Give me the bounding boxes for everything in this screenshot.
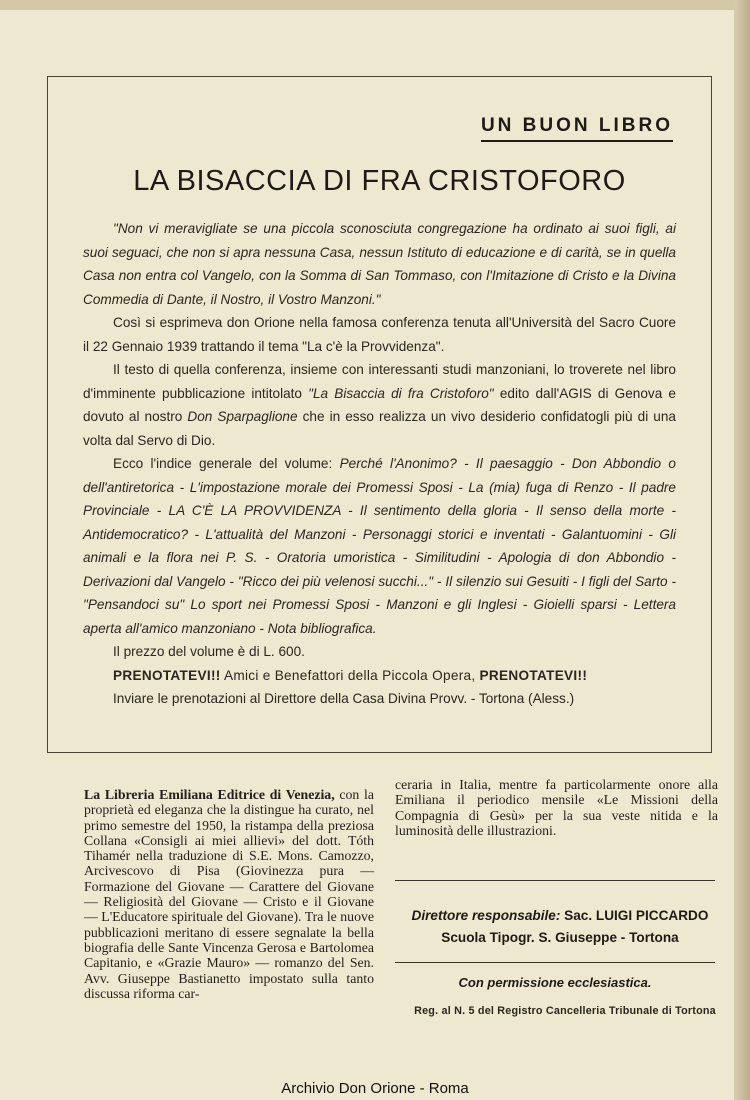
ecclesiastical-permission: Con permissione ecclesiastica. — [458, 975, 652, 990]
divider-rule — [395, 962, 715, 963]
news-text-right: ceraria in Italia, mentre fa particolarmente onore alla Emiliana il periodico mensile «Le Missioni della Compagnia di Gesù» per la sua veste nitida e la luminosità delle illustrazioni. — [395, 777, 718, 838]
section-title: UN BUON LIBRO — [481, 115, 673, 142]
book-title: LA BISACCIA DI FRA CRISTOFORO — [133, 165, 626, 197]
director-name: Sac. LUIGI PICCARDO — [564, 908, 709, 923]
book-title-inline: "La Bisaccia di fra Cristoforo" — [308, 385, 494, 401]
registry-line: Reg. al N. 5 del Registro Cancelleria Tribunale di Tortona — [414, 1005, 716, 1017]
article-quote: "Non vi meravigliate se una piccola sconosciuta congregazione ha ordinato ai suoi figli, ai suoi seguaci, che non si apra nessuna Casa, nessun Istituto di educazione e di carità, se in quella Casa non entra col Vangelo, con la Somma di San Tommaso, con l'Imitazione di Cristo e la Divina Commedia di Dante, il Nostro, il Vostro Manzoni." — [83, 221, 676, 307]
page-top-edge — [0, 0, 750, 10]
colophon — [395, 905, 725, 949]
article-paragraph-index: Ecco l'indice generale del volume: Perché l'Anonimo? - Il paesaggio - Don Abbondio o dell'antiretorica - L'impostazione morale dei Promessi Sposi - La (mia) fuga di Renzo - Il padre Provinciale - LA C'È LA PROVVIDENZA - Il sentimento della gloria - Il senso della morte - Antidemocratico? - L'attualità del Manzoni - Personaggi storici e inventati - Galantuomini - Gli animali e la flora nei P. S. - Oratoria umoristica - Similitudini - Apologia di don Abbondio - Derivazioni dal Vangelo - "Ricco dei più velenosi succhi..." - Il silenzio sui Gesuiti - I figli del Sarto - "Pensandoci su" Lo sport nei Promessi Sposi - Manzoni e gli Inglesi - Gioielli sparsi - Lettera aperta all'amico manzoniano - Nota bibliografica. — [83, 456, 676, 636]
article-price: Il prezzo del volume è di L. 600. — [113, 644, 305, 659]
news-column-left — [84, 787, 374, 1001]
printer-line: Scuola Tipogr. S. Giuseppe - Tortona — [441, 930, 679, 945]
page-right-edge — [734, 0, 750, 1100]
director-role: Direttore responsabile: — [411, 908, 561, 923]
article-frame — [47, 76, 712, 753]
article-instructions: Inviare le prenotazioni al Direttore della Casa Divina Provv. - Tortona (Aless.) — [113, 691, 575, 706]
news-text-left: con la proprietà ed eleganza che la distingue ha curato, nel primo semestre del 1950, la ristampa della preziosa Collana «Consigli ai miei allievi» del dott. Tóth Tihamér nella traduzione di S.E. Mons. Camozzo, Arcivescovo di Pisa (Giovinezza pura — Formazione del Giovane — Carattere del Giovane — Religiosità del Giovane — Cristo e il Giovane — L'Educatore spirituale del Giovane). Tra le nuove pubblicazioni meritano di essere segnalate la bella biografia delle Sante Vincenza Gerosa e Bartolomea Capitanio, e «Grazie Mauro» — romanzo del Sen. Avv. Giuseppe Bastianetto impostato sulla tanto discussa riforma car- — [84, 787, 374, 1001]
article-paragraph-2: Il testo di quella conferenza, insieme con interessanti studi manzoniani, lo troverete nel libro d'imminente pubblicazione intitolato "La Bisaccia di fra Cristoforo" edito dall'AGIS di Genova e dovuto al nostro Don Sparpaglione che in esso realizza un vivo desiderio confidatogli più di una volta dal Servo di Dio. — [83, 362, 676, 448]
author-name: Don Sparpaglione — [187, 409, 298, 424]
article-paragraph-1: Così si esprimeva don Orione nella famosa conferenza tenuta all'Università del Sacro Cuore il 22 Gennaio 1939 trattando il tema "La c'è la Provvidenza". — [83, 315, 676, 354]
article-body — [83, 217, 676, 711]
news-lead: La Libreria Emiliana Editrice di Venezia, — [84, 787, 335, 802]
news-column-right — [395, 777, 718, 838]
divider-rule — [395, 880, 715, 881]
archive-footer: Archivio Don Orione - Roma — [281, 1080, 469, 1097]
table-of-contents: Perché l'Anonimo? - Il paesaggio - Don Abbondio o dell'antiretorica - L'impostazione morale dei Promessi Sposi - La (mia) fuga di Renzo - Il padre Provinciale - LA C'È LA PROVVIDENZA - Il sentimento della gloria - Il senso della morte - Antidemocratico? - L'attualità del Manzoni - Personaggi storici e inventati - Galantuomini - Gli animali e la flora nei P. S. - Oratoria umoristica - Similitudini - Apologia di don Abbondio - Derivazioni dal Vangelo - "Ricco dei più velenosi succhi..." - Il silenzio sui Gesuiti - I figli del Sarto - "Pensandoci su" Lo sport nei Promessi Sposi - Manzoni e gli Inglesi - Gioielli sparsi - Lettera aperta all'amico manzoniano - Nota bibliografica. — [83, 456, 676, 636]
article-call-to-action: PRENOTATEVI!! Amici e Benefattori della Piccola Opera, PRENOTATEVI!! — [113, 667, 588, 683]
